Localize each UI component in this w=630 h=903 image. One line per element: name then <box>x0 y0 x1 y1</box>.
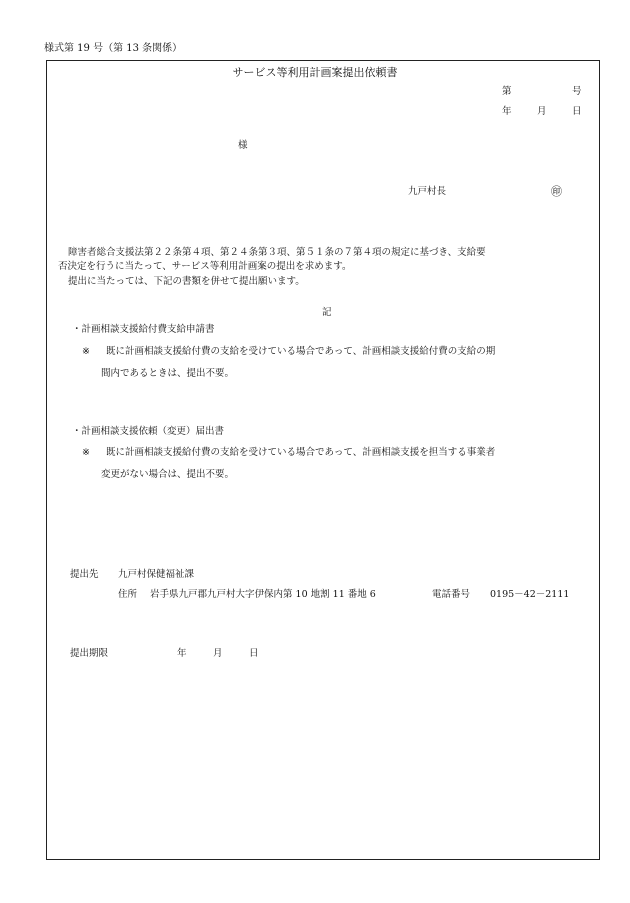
doc-number-suffix: 号 <box>572 86 582 97</box>
item-1-note-line-2: 間内であるときは、提出不要。 <box>101 368 235 379</box>
address-text: 岩手県九戸郡九戸村大字伊保内第 10 地割 11 番地 6 <box>150 589 376 600</box>
body-line-3: 提出に当たっては、下記の書類を併せて提出願います。 <box>68 276 305 287</box>
item-1-note-line-1: 既に計画相談支援給付費の支給を受けている場合であって、計画相談支援給付費の支給の期 <box>106 346 496 357</box>
date-day: 日 <box>572 106 582 117</box>
document-frame <box>46 60 600 860</box>
deadline-day: 日 <box>249 648 259 659</box>
phone-label: 電話番号 <box>432 589 471 600</box>
date-year: 年 <box>502 106 512 117</box>
deadline-month: 月 <box>213 648 223 659</box>
addressee-suffix: 様 <box>238 140 248 151</box>
deadline-label: 提出期限 <box>70 648 109 659</box>
item-1-title: ・計画相談支援給付費支給申請書 <box>72 324 215 335</box>
item-2-title: ・計画相談支援依頼（変更）届出書 <box>72 426 225 437</box>
item-2-note-line-2: 変更がない場合は、提出不要。 <box>101 469 235 480</box>
date-month: 月 <box>537 106 547 117</box>
form-number: 様式第 19 号（第 13 条関係） <box>44 43 183 54</box>
seal-mark: ㊞ <box>551 185 562 198</box>
submission-label: 提出先 <box>70 569 99 580</box>
body-line-1: 障害者総合支援法第２２条第４項、第２４条第３項、第５１条の７第４項の規定に基づき、支給要 <box>68 247 486 258</box>
issuer-name: 九戸村長 <box>408 186 447 197</box>
phone-number: 0195－42－2111 <box>490 589 570 600</box>
ki-heading: 記 <box>322 307 332 318</box>
deadline-year: 年 <box>177 648 187 659</box>
submission-dept: 九戸村保健福祉課 <box>118 569 195 580</box>
document-title: サービス等利用計画案提出依頼書 <box>232 66 398 79</box>
doc-number-prefix: 第 <box>502 86 512 97</box>
item-1-note-mark: ※ <box>82 346 90 357</box>
item-2-note-line-1: 既に計画相談支援給付費の支給を受けている場合であって、計画相談支援を担当する事業者 <box>106 447 496 458</box>
address-label: 住所 <box>118 589 138 600</box>
item-2-note-mark: ※ <box>82 447 90 458</box>
body-line-2: 否決定を行うに当たって、サービス等利用計画案の提出を求めます。 <box>58 261 352 272</box>
